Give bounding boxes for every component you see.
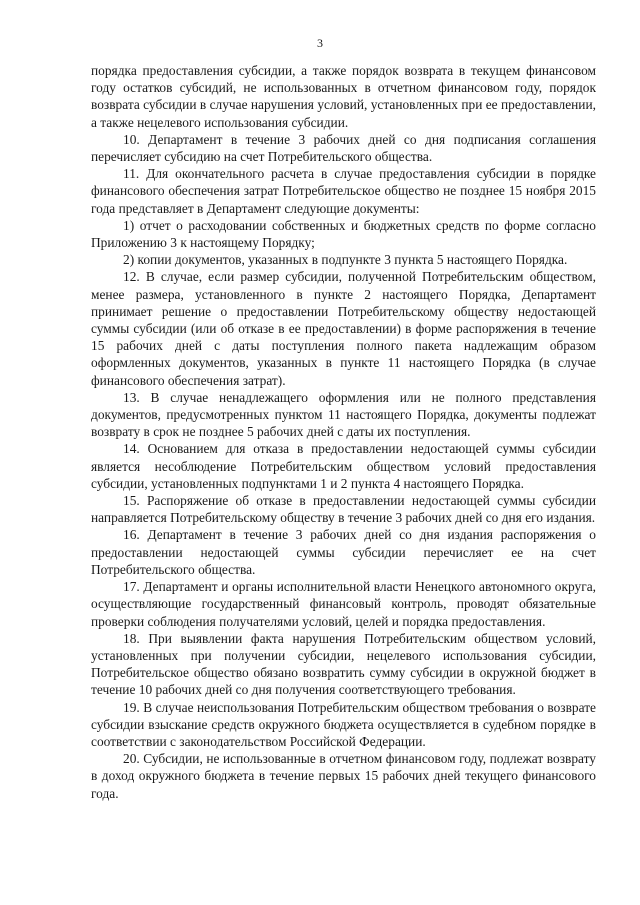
paragraph-item-17: 17. Департамент и органы исполнительной власти Ненецкого автономного округа, осуществляющие государственный финансовый контроль, проводят обязательные проверки соблюдения получателями условий, целей и порядка предоставления. [91, 579, 596, 629]
paragraph-item-15: 15. Распоряжение об отказе в предоставлении недостающей суммы субсидии направляется Потребительскому обществу в течение 3 рабочих дней со дня его издания. [91, 493, 596, 526]
paragraph-item-19: 19. В случае неиспользования Потребительским обществом требования о возврате субсидии взыскание средств окружного бюджета осуществляется в судебном порядке в соответствии с законодательством Российской Федерации. [91, 699, 596, 749]
paragraph-item-14: 14. Основанием для отказа в предоставлении недостающей суммы субсидии является несоблюдение Потребительским обществом условий предоставления субсидии, установленных подпунктами 1 и 2 пункта 4 настоящего Порядка. [91, 441, 596, 491]
paragraph-item-20: 20. Субсидии, не использованные в отчетном финансовом году, подлежат возврату в доход окружного бюджета в течение первых 15 рабочих дней текущего финансового года. [91, 751, 596, 801]
paragraph-subitem-1: 1) отчет о расходовании собственных и бюджетных средств по форме согласно Приложению 3 к настоящему Порядку; [91, 217, 596, 251]
paragraph-item-10: 10. Департамент в течение 3 рабочих дней со дня подписания соглашения перечисляет субсидию на счет Потребительского общества. [91, 131, 596, 165]
paragraph-item-13: 13. В случае ненадлежащего оформления или не полного представления документов, предусмотренных пунктом 11 настоящего Порядка, документы подлежат возврату в срок не позднее 5 рабочих дней с даты их поступления. [91, 389, 596, 440]
paragraph-item-11: 11. Для окончательного расчета в случае предоставления субсидии в порядке финансового обеспечения затрат Потребительское общество не позднее 15 ноября 2015 года представляет в Департамент следующие документы: [91, 166, 596, 216]
page-number: 3 [317, 36, 323, 50]
paragraph-item-12: 12. В случае, если размер субсидии, полученной Потребительским обществом, менее размера, установленного в пункте 2 настоящего Порядка, Департамент принимает решение о предоставлении Потребительскому обществу недостающей суммы субсидии (или об отказе в ее предоставлении) в форме распоряжения в течение 15 рабочих дней с даты поступления полного пакета надлежащим образом оформленных документов, указанных в пункте 11 настоящего Порядка (в случае финансового обеспечения затрат). [91, 269, 596, 388]
document-body [91, 62, 596, 802]
paragraph-continuation: порядка предоставления субсидии, а также порядок возврата в текущем финансовом году остатков субсидий, не использованных в отчетном финансовом году, порядок возврата субсидии в случае нарушения условий, установленных при ее предоставлении, а также нецелевого использования субсидии. [91, 63, 596, 130]
paragraph-item-18: 18. При выявлении факта нарушения Потребительским обществом условий, установленных при получении субсидии, нецелевого использования субсидии, Потребительское общество обязано возвратить сумму субсидии в окружной бюджет в течение 10 рабочих дней со дня получения соответствующего требования. [91, 630, 596, 698]
paragraph-item-16: 16. Департамент в течение 3 рабочих дней со дня издания распоряжения о предоставлении недостающей суммы субсидии перечисляет ее на счет Потребительского общества. [91, 527, 596, 577]
paragraph-subitem-2: 2) копии документов, указанных в подпункте 3 пункта 5 настоящего Порядка. [123, 252, 568, 268]
